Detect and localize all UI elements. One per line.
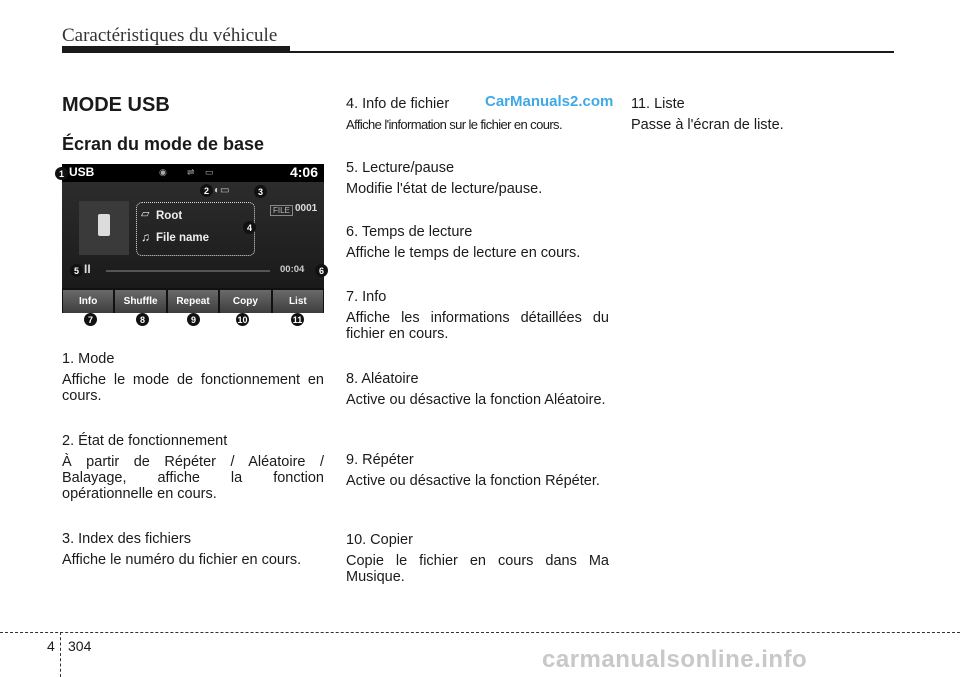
elapsed-time: 00:04 bbox=[280, 264, 305, 275]
item-title: 7. Info bbox=[346, 289, 387, 305]
subsection-title: Écran du mode de base bbox=[62, 134, 265, 154]
list-item bbox=[631, 96, 893, 133]
item-desc: Active ou désactive la fonction Aléatoire. bbox=[346, 392, 606, 408]
footer-rule bbox=[0, 632, 960, 633]
music-note-icon: ♫ bbox=[141, 230, 150, 244]
item-desc: Active ou désactive la fonction Répéter. bbox=[346, 473, 600, 489]
callout-marker: 10 bbox=[237, 314, 248, 325]
item-title: 1. Mode bbox=[62, 351, 115, 367]
item-title: 2. État de fonctionnement bbox=[62, 433, 228, 449]
item-desc: Affiche le numéro du fichier en cours. bbox=[62, 552, 302, 568]
item-title: 10. Copier bbox=[346, 532, 413, 548]
screen-button-row bbox=[62, 290, 324, 313]
item-title: 11. Liste bbox=[631, 96, 685, 112]
watermark-link[interactable]: CarManuals2.com bbox=[485, 93, 614, 110]
clock: 4:06 bbox=[289, 164, 318, 180]
progress-bar[interactable] bbox=[106, 270, 270, 272]
header-title: Caractéristiques du véhicule bbox=[62, 25, 278, 46]
callout-marker: 3 bbox=[254, 185, 267, 198]
section-title: MODE USB bbox=[62, 94, 170, 116]
callout-marker: 7 bbox=[84, 313, 97, 326]
usb-stick-icon bbox=[98, 214, 110, 236]
file-index-number: 0001 bbox=[295, 203, 318, 214]
list-item bbox=[62, 351, 324, 404]
item-title: 4. Info de fichier bbox=[346, 96, 450, 112]
folder-icon: ▱ bbox=[141, 208, 150, 220]
item-title: 8. Aléatoire bbox=[346, 371, 419, 387]
list-item bbox=[346, 289, 609, 342]
pause-icon[interactable]: II bbox=[84, 262, 91, 276]
info-button[interactable]: Info bbox=[63, 290, 113, 313]
item-desc: Copie le fichier en cours dans Ma Musique. bbox=[346, 553, 609, 585]
item-desc: Affiche le mode de fonctionnement en cours. bbox=[62, 372, 324, 404]
file-name: File name bbox=[156, 232, 210, 244]
chapter-number: 4 bbox=[47, 638, 55, 654]
callout-marker: 11 bbox=[292, 314, 303, 325]
settings-icon: ◉ bbox=[159, 167, 167, 177]
list-item bbox=[346, 532, 609, 585]
repeat-button[interactable]: Repeat bbox=[168, 290, 218, 313]
item-title: 9. Répéter bbox=[346, 452, 414, 468]
item-title: 6. Temps de lecture bbox=[346, 224, 473, 240]
status-bar bbox=[62, 164, 324, 182]
mode-label: USB bbox=[69, 165, 95, 179]
list-item bbox=[62, 531, 324, 568]
item-desc: Affiche le temps de lecture en cours. bbox=[346, 245, 581, 261]
list-item bbox=[346, 371, 609, 408]
item-title: 5. Lecture/pause bbox=[346, 160, 455, 176]
list-item bbox=[346, 160, 609, 197]
callout-marker: 8 bbox=[136, 313, 149, 326]
item-desc: Passe à l'écran de liste. bbox=[631, 117, 784, 133]
media-pane bbox=[62, 182, 324, 288]
callout-marker: 1 bbox=[55, 167, 68, 180]
callout-marker: 6 bbox=[315, 264, 328, 277]
item-desc: À partir de Répéter / Aléatoire / Balayage, affiche la fonction opérationnelle en cours. bbox=[62, 454, 324, 502]
header-rule bbox=[62, 51, 894, 53]
callout-marker: 2 bbox=[200, 184, 213, 197]
item-desc: Modifie l'état de lecture/pause. bbox=[346, 181, 543, 197]
list-item bbox=[62, 433, 324, 502]
item-desc: Affiche l'information sur le fichier en cours. bbox=[346, 117, 562, 132]
callout-marker: 4 bbox=[243, 221, 256, 234]
callout-marker: 5 bbox=[70, 264, 83, 277]
item-desc: Affiche les informations détaillées du fichier en cours. bbox=[346, 310, 609, 342]
list-item bbox=[346, 452, 609, 489]
file-info-box bbox=[136, 202, 255, 256]
shuffle-repeat-status-icon: ◐▭ bbox=[214, 185, 230, 196]
copy-button[interactable]: Copy bbox=[220, 290, 270, 313]
folder-name: Root bbox=[156, 210, 183, 222]
shuffle-button[interactable]: Shuffle bbox=[115, 290, 165, 313]
list-button[interactable]: List bbox=[273, 290, 323, 313]
list-item bbox=[346, 96, 609, 133]
head-unit-screen bbox=[62, 164, 324, 313]
usb-icon: ⇌ bbox=[187, 167, 195, 177]
callout-marker: 9 bbox=[187, 313, 200, 326]
battery-icon: ▭ bbox=[205, 167, 214, 177]
item-title: 3. Index des fichiers bbox=[62, 531, 191, 547]
page-number: 304 bbox=[68, 638, 92, 654]
footer-divider bbox=[60, 632, 61, 677]
file-index-label: FILE bbox=[270, 205, 293, 216]
footer-watermark: carmanualsonline.info bbox=[542, 646, 808, 673]
list-item bbox=[346, 224, 609, 261]
